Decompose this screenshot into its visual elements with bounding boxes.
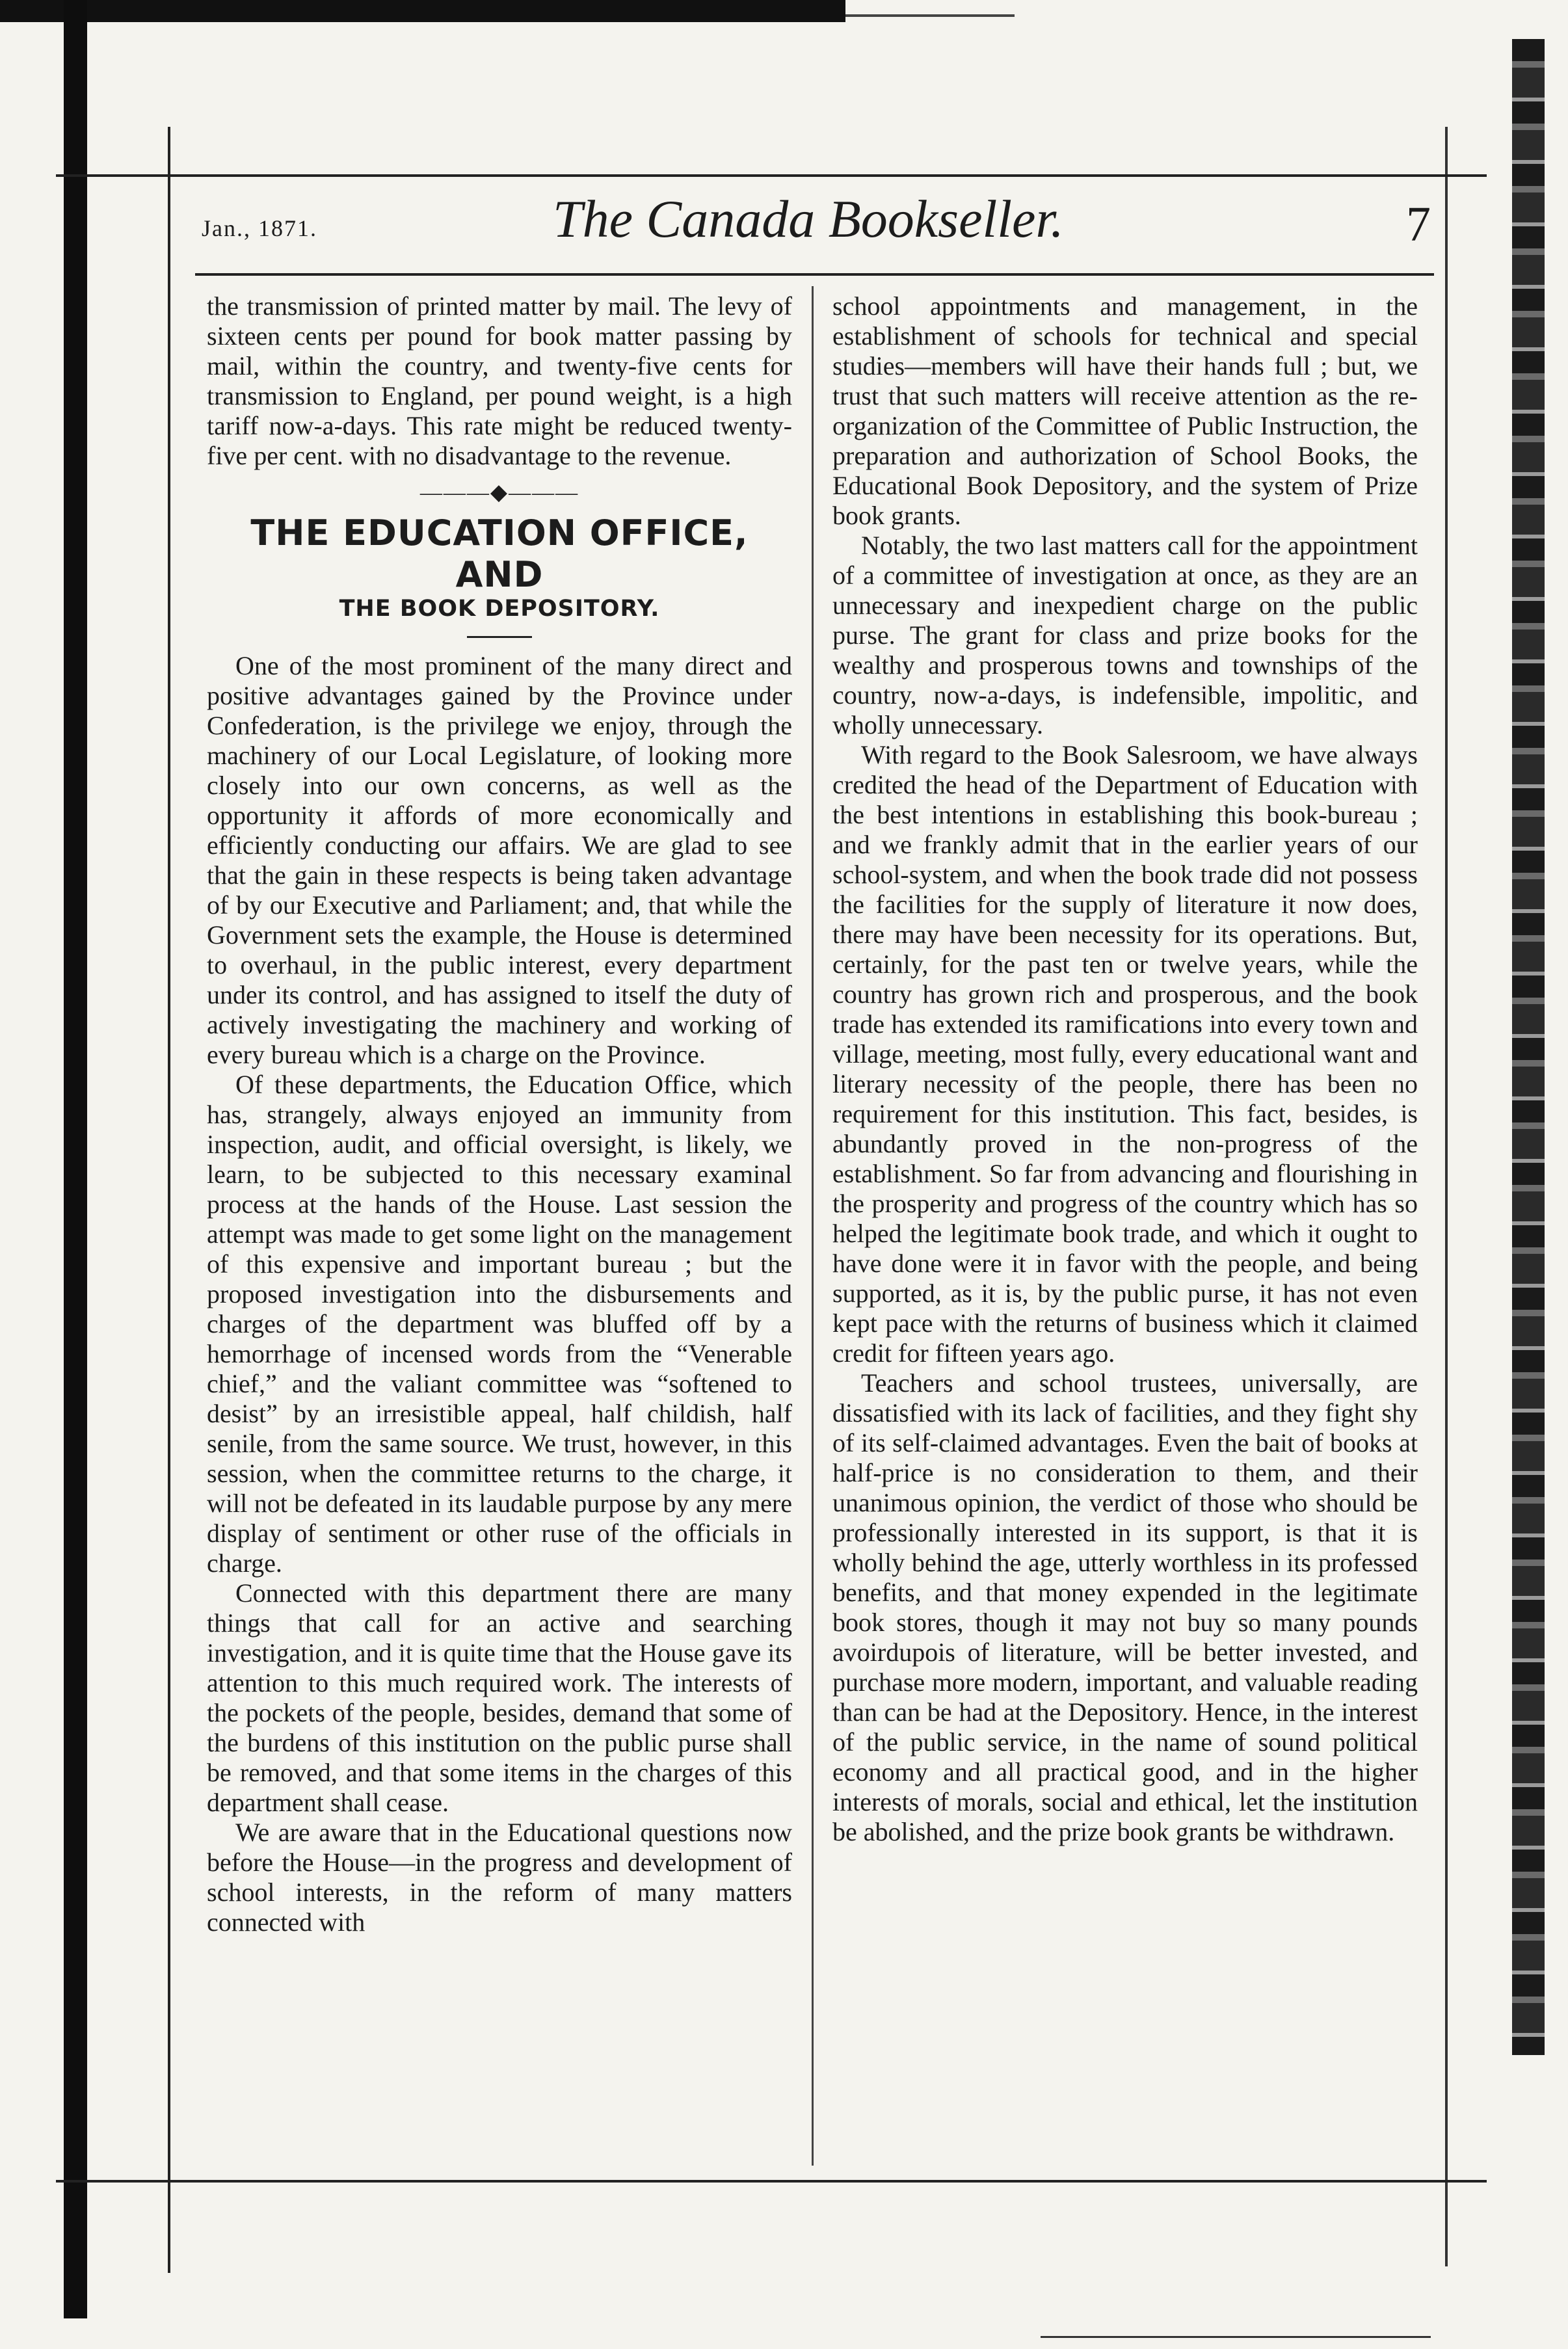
running-head: [195, 189, 1431, 267]
column-divider: [812, 286, 814, 2166]
publication-title: The Canada Bookseller.: [553, 189, 1064, 248]
article-paragraph: Of these departments, the Education Office, which has, strangely, always enjoyed an immunity from inspection, audit, and official oversight, is likely, we learn, to be subjected to this necessary examinal process at the hands of the House. Last session the attempt was made to get some light on the management of this expensive and important bureau ; but the proposed investigation into the disbursements and charges of the department was bluffed off by a hemorrhage of incensed words from the “Venerable chief,” and the valiant committee was “softened to desist” by an irresistible appeal, half childish, half senile, from the same source. We trust, however, in this session, when the committee returns to the charge, it will not be defeated in its laudable purpose by any mere display of sentiment or other ruse of the officials in charge.: [207, 1070, 792, 1578]
article-paragraph: One of the most prominent of the many direct and positive advantages gained by the Province under Confederation, is the privilege we enjoy, through the machinery of our Local Legislature, of looking more closely into our own concerns, as well as the opportunity it affords of more economically and efficiently conducting our affairs. We are glad to see that the gain in these respects is being taken advantage of by our Executive and Parliament; and, that while the Government sets the example, the House is determined to overhaul, in the public interest, every department under its control, and has assigned to itself the duty of actively investigating the machinery and working of every bureau which is a charge on the Province.: [207, 651, 792, 1069]
scan-border-top-thin: [845, 14, 1015, 17]
article-paragraph: Notably, the two last matters call for the appointment of a committee of investigation at once, as they are an unnecessary and inexpedient charge on the public purse. The grant for class and prize books for the wealthy and prosperous towns and townships of the country, now-a-days, is indefensible, impolitic, and wholly unnecessary.: [832, 531, 1418, 739]
scan-binding-bar: [64, 0, 87, 2318]
bottom-rule: [56, 2180, 1487, 2183]
article-headline: THE EDUCATION OFFICE, AND: [250, 512, 749, 595]
article-paragraph: With regard to the Book Salesroom, we have always credited the head of the Department of Education with the best intentions in establishing this book-bureau ; and we frankly admit that in the earlier years of our school-system, and when the book trade did not possess the facilities for the supply of literature it now does, there may have been necessity for its operations. But, certainly, for the past ten or twelve years, while the country has grown rich and prosperous, and the book trade has extended its ramifications into every town and village, meeting, most fully, every educational want and literary necessity of the people, there has been no requirement for this institution. This fact, besides, is abundantly proved in the non-progress of the establishment. So far from advancing and flourishing in the prosperity and progress of the country which has so helped the legitimate book trade, and which it ought to have done were it in favor with the people, and being supported, as it is, by the public purse, it has not even kept pace with the returns of business which it claimed credit for fifteen years ago.: [832, 740, 1418, 1368]
article-subhead: THE BOOK DEPOSITORY.: [339, 596, 660, 622]
article-paragraph: We are aware that in the Educational questions now before the House—in the progress and development of school interests, in the reform of many matters connected with: [207, 1818, 792, 1937]
header-rule: [195, 273, 1434, 276]
issue-date: Jan., 1871.: [202, 215, 317, 241]
right-column: [832, 291, 1418, 1847]
scan-left-margin-line: [168, 127, 170, 2273]
scan-page-edge: [1512, 39, 1545, 2055]
article-paragraph: Connected with this department there are many things that call for an active and searching investigation, and it is quite time that the House gave its attention to this much required work. The interests of the pockets of the people, besides, demand that some of the burdens of this institution on the public purse shall be removed, and that some items in the charges of this department shall cease.: [207, 1578, 792, 1817]
scan-border-top: [0, 0, 845, 22]
left-column: [207, 291, 792, 1937]
continued-paragraph: the transmission of printed matter by mail. The levy of sixteen cents per pound for book matter passing by mail, within the country, and twenty-five cents for transmission to England, per pound weight, is a high tariff now-a-days. This rate might be reduced twenty-five per cent. with no disadvantage to the revenue.: [207, 291, 792, 470]
bottom-edge-line: [1041, 2336, 1431, 2338]
page-number: 7: [1406, 197, 1431, 252]
continued-paragraph: school appointments and management, in the establishment of schools for technical and special studies—members will have their hands full ; but, we trust that such matters will receive attention as the re-organization of the Committee of Public Instruction, the preparation and authorization of School Books, the Educational Book Depository, and the system of Prize book grants.: [832, 291, 1418, 530]
article-paragraph: Teachers and school trustees, universally, are dissatisfied with its lack of facilities, and they fight shy of its self-claimed advantages. Even the bait of books at half-price is no consideration to them, and their unanimous opinion, the verdict of those who should be professionally interested in its support, is that it is wholly behind the age, utterly worthless in its professed benefits, and that money expended in the legitimate book stores, though it may not buy so many pounds avoirdupois of literature, will be better invested, and purchase more modern, important, and valuable reading than can be had at the Depository. Hence, in the interest of the public service, in the name of sound political economy and all practical good, and in the higher interests of morals, social and ethical, let the institution be abolished, and the prize book grants be withdrawn.: [832, 1368, 1418, 1846]
headline-rule: [467, 636, 532, 638]
top-rule: [56, 174, 1487, 177]
scan-right-margin-line: [1445, 127, 1448, 2266]
section-ornament: ———◆———: [419, 481, 579, 505]
